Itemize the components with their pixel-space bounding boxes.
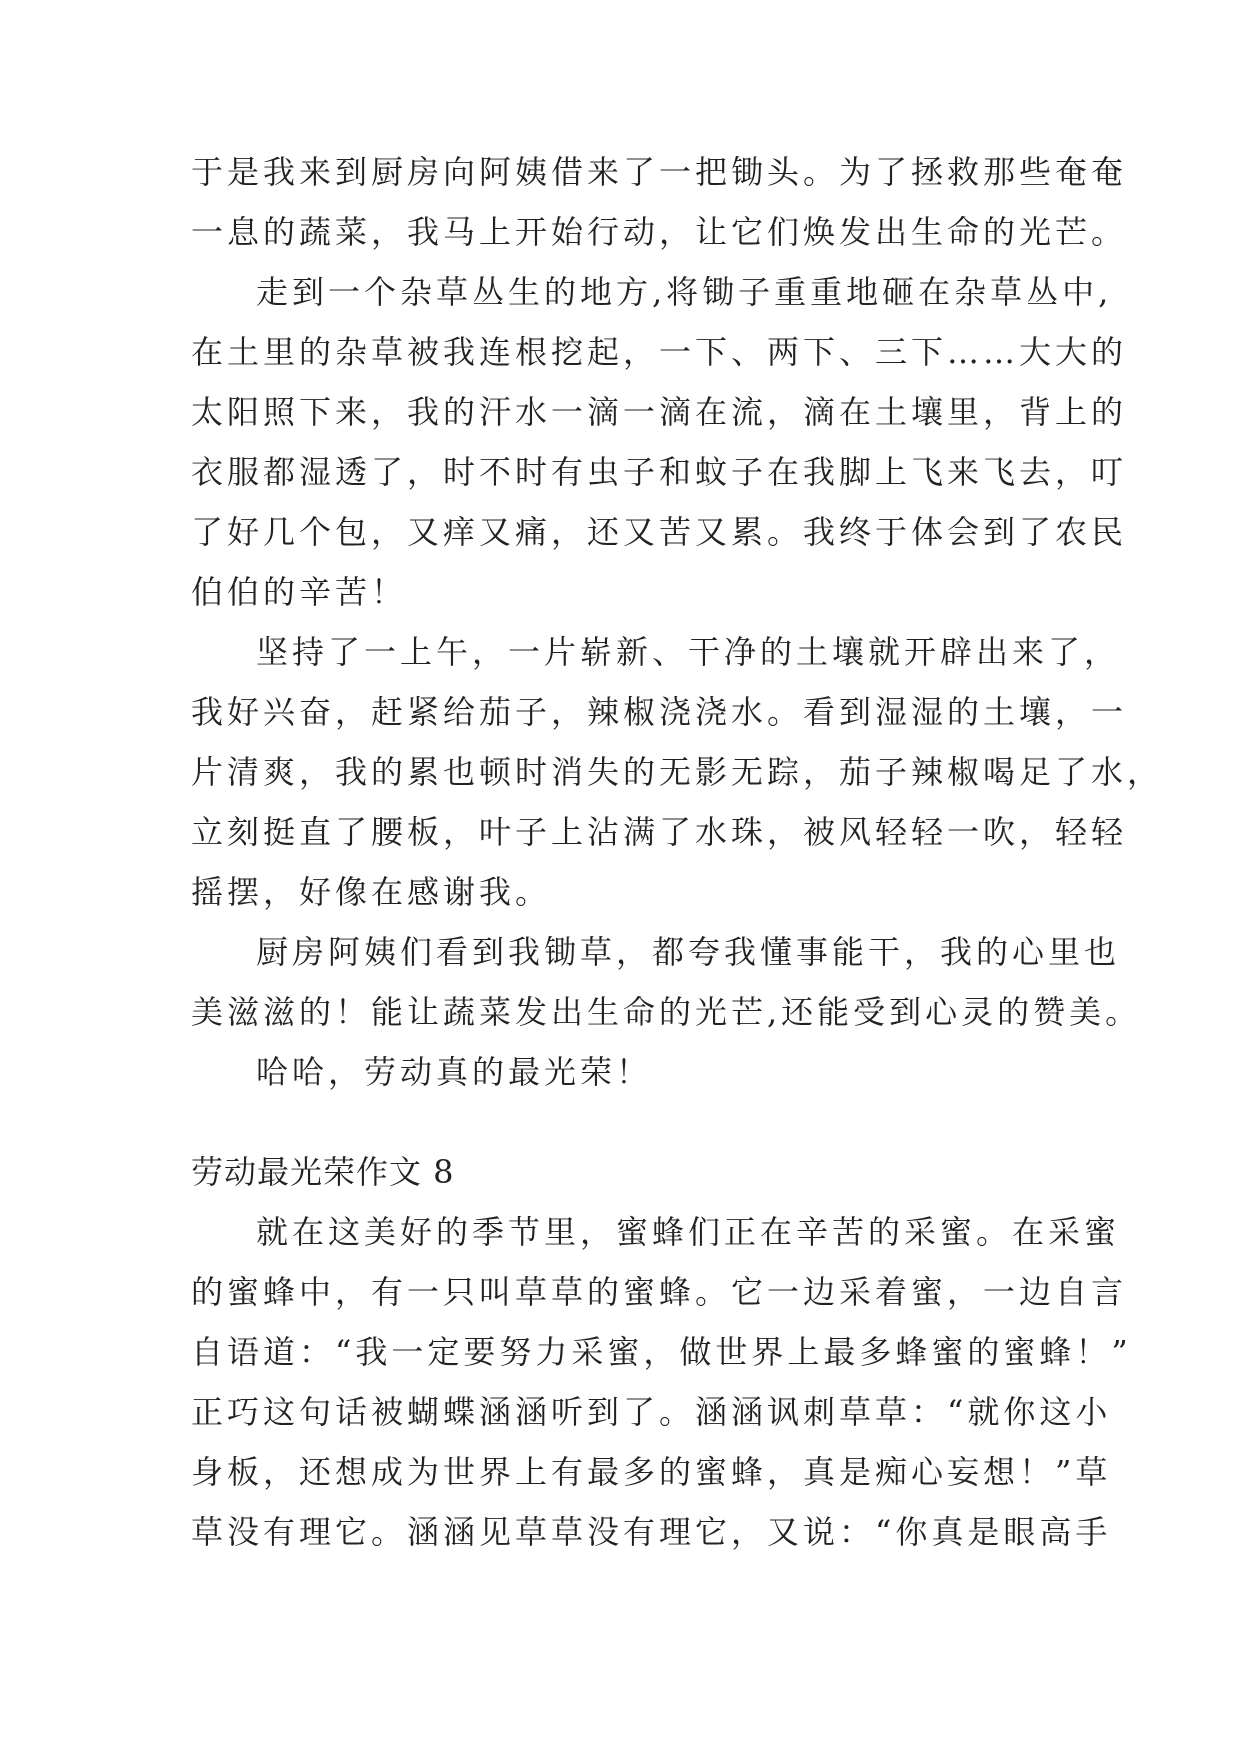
text-line: 片清爽，我的累也顿时消失的无影无踪，茄子辣椒喝足了水，	[191, 753, 1164, 791]
section-heading: 劳动最光荣作文 8	[191, 1153, 455, 1191]
text-line: 我好兴奋，赶紧给茄子，辣椒浇浇水。看到湿湿的土壤，一	[191, 693, 1128, 731]
text-line: 就在这美好的季节里，蜜蜂们正在辛苦的采蜜。在采蜜	[256, 1213, 1121, 1251]
text-line: 在土里的杂草被我连根挖起，一下、两下、三下……大大的	[191, 333, 1128, 371]
text-line: 走到一个杂草丛生的地方,将锄子重重地砸在杂草丛中,	[256, 273, 1113, 311]
text-line: 了好几个包，又痒又痛，还又苦又累。我终于体会到了农民	[191, 513, 1128, 551]
text-line: 美滋滋的！能让蔬菜发出生命的光芒,还能受到心灵的赞美。	[191, 993, 1142, 1031]
text-line: 厨房阿姨们看到我锄草，都夸我懂事能干，我的心里也	[256, 933, 1121, 971]
text-line: 立刻挺直了腰板，叶子上沾满了水珠，被风轻轻一吹，轻轻	[191, 813, 1128, 851]
text-line: 的蜜蜂中，有一只叫草草的蜜蜂。它一边采着蜜，一边自言	[191, 1273, 1128, 1311]
text-line: 哈哈，劳动真的最光荣！	[256, 1053, 653, 1091]
text-line: 伯伯的辛苦！	[191, 573, 408, 611]
text-line: 身板，还想成为世界上有最多的蜜蜂，真是痴心妄想！”草	[191, 1453, 1112, 1491]
text-line: 太阳照下来，我的汗水一滴一滴在流，滴在土壤里，背上的	[191, 393, 1128, 431]
text-line: 坚持了一上午，一片崭新、干净的土壤就开辟出来了，	[256, 633, 1121, 671]
text-line: 正巧这句话被蝴蝶涵涵听到了。涵涵讽刺草草：“就你这小	[191, 1393, 1112, 1431]
text-line: 草没有理它。涵涵见草草没有理它，又说：“你真是眼高手	[191, 1513, 1112, 1551]
text-line: 于是我来到厨房向阿姨借来了一把锄头。为了拯救那些奄奄	[191, 153, 1128, 191]
text-line: 自语道：“我一定要努力采蜜，做世界上最多蜂蜜的蜜蜂！”	[191, 1333, 1132, 1371]
text-line: 摇摆，好像在感谢我。	[191, 873, 552, 911]
text-line: 一息的蔬菜，我马上开始行动，让它们焕发出生命的光芒。	[191, 213, 1128, 251]
text-line: 衣服都湿透了，时不时有虫子和蚊子在我脚上飞来飞去，叮	[191, 453, 1128, 491]
